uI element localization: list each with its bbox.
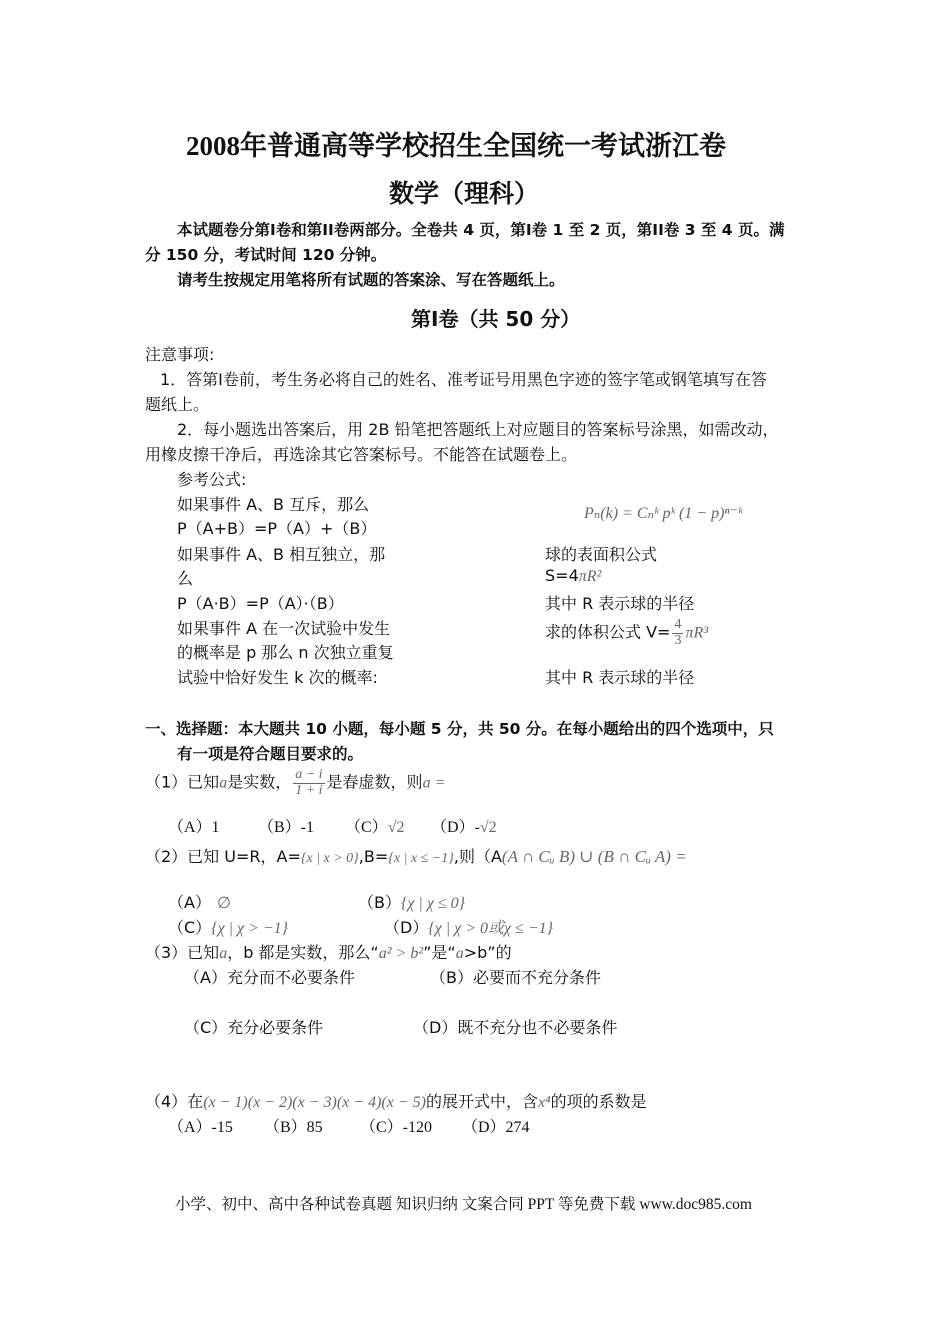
- formula-left-1: P（A+B）=P（A）+（B）: [177, 519, 377, 538]
- formula-left-7: 试验中恰好发生 k 次的概率:: [177, 668, 378, 687]
- note-1-b: 题纸上。: [145, 395, 210, 414]
- formula-left-2: 如果事件 A、B 相互独立，那: [177, 545, 386, 564]
- formula-left-0: 如果事件 A、B 互斥，那么: [177, 495, 370, 514]
- q1-option-b: （B）-1: [258, 819, 315, 836]
- question-1: （1）已知a是实数， $\frac{a - i}{1 + i}$ 是春虚数，则a =: [145, 767, 446, 798]
- section-title: 第I卷（共 50 分）: [411, 307, 581, 331]
- q4-option-b: （B）85: [264, 1119, 323, 1136]
- part1-line-1: 一、选择题：本大题共 10 小题，每小题 5 分，共 50 分。在每小题给出的四个选项中，只: [145, 720, 774, 738]
- q1-option-d: （D）-√2: [431, 819, 497, 836]
- q1-option-a: （A）1: [168, 819, 220, 836]
- intro-line-2: 分 150 分，考试时间 120 分钟。: [145, 246, 387, 264]
- intro-line-1: 本试题卷分第I卷和第II卷两部分。全卷共 4 页，第I卷 1 至 2 页，第II卷 3 至 4 页。满: [177, 221, 785, 239]
- q3-option-b: （B）必要而不充分条件: [430, 968, 601, 987]
- notes-heading: 注意事项:: [145, 345, 215, 364]
- note-2-a: 2．每小题选出答案后，用 2B 铅笔把答题纸上对应题目的答案标号涂黑，如需改动，: [177, 420, 779, 439]
- binomial-formula: Pₙ(k) = Cₙᵏ pᵏ (1 − p)ⁿ⁻ᵏ: [584, 505, 743, 522]
- note-2-b: 用橡皮擦干净后，再选涂其它答案标号。不能答在试题卷上。: [145, 445, 578, 464]
- intro-line-3: 请考生按规定用笔将所有试题的答案涂、写在答题纸上。: [177, 271, 565, 289]
- page-footer: 小学、初中、高中各种试卷真题 知识归纳 文案合同 PPT 等免费下载 www.doc985.com: [175, 1196, 752, 1213]
- page-title: 2008年普通高等学校招生全国统一考试浙江卷: [186, 131, 726, 161]
- page-subtitle: 数学（理科）: [389, 179, 540, 208]
- q2-option-b: （B）{χ | χ ≤ 0}: [358, 893, 466, 912]
- radius-note-1: 其中 R 表示球的半径: [545, 594, 695, 613]
- sphere-volume-formula: 求的体积公式 V= $\frac{4}{3}$ πR³: [545, 617, 709, 648]
- q4-option-d: （D）274: [462, 1119, 530, 1136]
- q3-option-d: （D）既不充分也不必要条件: [413, 1018, 618, 1037]
- q3-option-a: （A）充分而不必要条件: [184, 968, 355, 987]
- formula-left-4: P（A·B）=P（A）·（B）: [177, 594, 344, 613]
- q2-option-a: （A） ∅: [168, 893, 231, 912]
- sphere-area-formula: S=4πR²: [545, 566, 602, 585]
- part1-line-2: 有一项是符合题目要求的。: [177, 745, 364, 763]
- q1-option-c: （C）√2: [345, 819, 405, 836]
- question-3: （3）已知a，b 都是实数，那么“a² > b²”是“a>b”的: [145, 943, 512, 962]
- formula-left-3: 么: [177, 569, 194, 588]
- q4-option-a: （A）-15: [168, 1119, 233, 1136]
- q2-option-d: （D）{χ | χ > 0或χ ≤ −1}: [384, 918, 554, 937]
- question-4: （4）在(x − 1)(x − 2)(x − 3)(x − 4)(x − 5)的展开式中，含x⁴的项的系数是: [145, 1092, 647, 1111]
- q2-option-c: （C）{χ | χ > −1}: [168, 918, 289, 937]
- formula-left-5: 如果事件 A 在一次试验中发生: [177, 619, 391, 638]
- note-1-a: 1．答第I卷前，考生务必将自己的姓名、准考证号用黑色字迹的签字笔或钢笔填写在答: [160, 370, 767, 389]
- radius-note-2: 其中 R 表示球的半径: [545, 668, 695, 687]
- question-2: （2）已知 U=R，A={x | x > 0},B={x | x ≤ −1},则（A(A ∩ Cᵤ B) ∪ (B ∩ Cᵤ A) =: [145, 847, 687, 866]
- q3-option-c: （C）充分必要条件: [184, 1018, 324, 1037]
- formulas-heading: 参考公式:: [177, 470, 247, 489]
- q4-option-c: （C）-120: [360, 1119, 433, 1136]
- sphere-area-label: 球的表面积公式: [545, 545, 658, 564]
- formula-left-6: 的概率是 p 那么 n 次独立重复: [177, 643, 394, 662]
